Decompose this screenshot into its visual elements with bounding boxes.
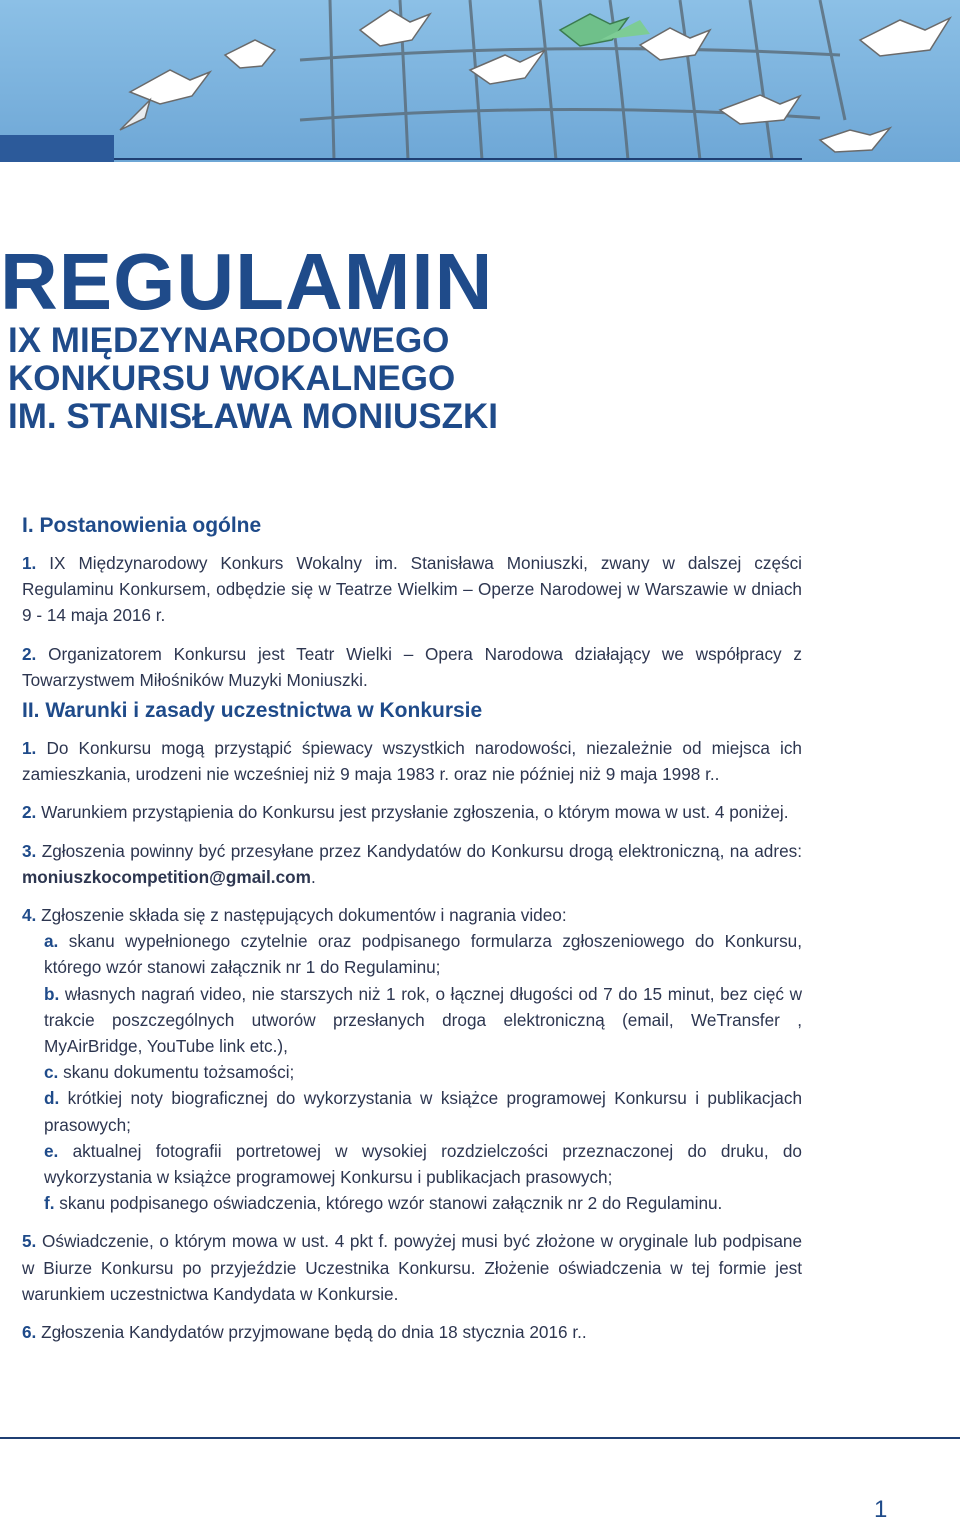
- item-number: 1.: [22, 738, 37, 759]
- sub-item: [22, 1190, 802, 1216]
- sub-text: krótkiej noty biograficznej do wykorzystania w książce programowej Konkursu i publikacjach prasowych;: [44, 1088, 802, 1135]
- sub-item: [22, 1138, 802, 1190]
- subtitle-line: IM. STANISŁAWA MONIUSZKI: [8, 397, 498, 436]
- sub-text: własnych nagrań video, nie starszych niż 1 rok, o łącznej długości od 7 do 15 minut, bez cięć w trakcie poszczególnych utworów przesłanych droga elektroniczną (email, WeTransfer , MyAirBridge, YouTube link etc.),: [44, 983, 802, 1057]
- item-text: Zgłoszenie składa się z następujących dokumentów i nagrania video:: [41, 905, 567, 926]
- item-text-end: .: [310, 866, 316, 887]
- page-subtitle: [8, 322, 498, 436]
- item-text: Organizatorem Konkursu jest Teatr Wielki – Opera Narodowa działający we współpracy z Towarzystwem Miłośników Muzyki Moniuszki.: [22, 643, 803, 690]
- paragraph: [22, 641, 802, 693]
- footer-rule: [0, 1437, 960, 1439]
- sub-letter: c.: [44, 1062, 59, 1083]
- paragraph: [22, 902, 802, 928]
- item-text: Zgłoszenia powinny być przesyłane przez Kandydatów do Konkursu drogą elektroniczną, na adres:: [41, 840, 802, 861]
- paragraph: [22, 735, 802, 787]
- item-number: 2.: [22, 802, 37, 823]
- sub-letter: a.: [44, 931, 59, 952]
- email-link[interactable]: moniuszkocompetition@gmail.com: [22, 866, 311, 887]
- sub-letter: b.: [44, 983, 60, 1004]
- document-body: [22, 512, 802, 1345]
- sub-item: [22, 928, 802, 980]
- section-heading: II. Warunki i zasady uczestnictwa w Konkursie: [22, 699, 483, 723]
- item-number: 6.: [22, 1322, 37, 1343]
- item-number: 4.: [22, 905, 37, 926]
- page-title: REGULAMIN: [0, 237, 494, 326]
- paragraph: [22, 799, 802, 825]
- item-text: IX Międzynarodowy Konkurs Wokalny im. Stanisława Moniuszki, zwany w dalszej części Regulaminu Konkursem, odbędzie się w Teatrze Wielkim – Operze Narodowej w Warszawie w dniach 9 - 14 maja 2016 r.: [22, 553, 803, 626]
- page-number: 1: [874, 1496, 888, 1523]
- subtitle-line: IX MIĘDZYNARODOWEGO: [8, 321, 450, 360]
- sub-text: skanu podpisanego oświadczenia, którego wzór stanowi załącznik nr 2 do Regulaminu.: [59, 1193, 723, 1214]
- item-number: 1.: [22, 553, 37, 573]
- section-heading: I. Postanowienia ogólne: [22, 514, 262, 537]
- paragraph: [22, 550, 802, 629]
- birds-illustration: [0, 0, 960, 162]
- header-illustration: [0, 0, 960, 162]
- sub-letter: f.: [44, 1193, 55, 1214]
- item-text: Do Konkursu mogą przystąpić śpiewacy wszystkich narodowości, niezależnie od miejsca ich zamieszkania, urodzeni nie wcześniej niż 9 maja 1983 r. oraz nie później niż 9 maja 1998 r..: [22, 738, 802, 785]
- header-rule: [114, 158, 802, 160]
- item-text: Zgłoszenia Kandydatów przyjmowane będą do dnia 18 stycznia 2016 r..: [41, 1322, 587, 1343]
- sub-letter: e.: [44, 1140, 59, 1161]
- item-number: 2.: [22, 643, 37, 664]
- item-text: Warunkiem przystąpienia do Konkursu jest przysłanie zgłoszenia, o którym mowa w ust. 4 poniżej.: [41, 802, 789, 823]
- item-number: 5.: [22, 1231, 37, 1252]
- sub-text: skanu wypełnionego czytelnie oraz podpisanego formularza zgłoszeniowego do Konkursu, którego wzór stanowi załącznik nr 1 do Regulaminu;: [44, 931, 802, 978]
- paragraph: [22, 1228, 802, 1307]
- paragraph: [22, 1319, 802, 1345]
- sub-item: [22, 1085, 802, 1137]
- subtitle-line: KONKURSU WOKALNEGO: [8, 359, 456, 398]
- sub-text: aktualnej fotografii portretowej w wysokiej rozdzielczości przeznaczonej do druku, do wykorzystania w książce programowej Konkursu i publikacjach prasowych;: [44, 1140, 802, 1188]
- sub-item: [22, 981, 802, 1060]
- item-text: Oświadczenie, o którym mowa w ust. 4 pkt f. powyżej musi być złożone w oryginale lub podpisane w Biurze Konkursu po przyjeździe Uczestnika Konkursu. Złożenie oświadczenia w tej formie jest warunkiem uczestnictwa Kandydata w Konkursie.: [22, 1231, 802, 1304]
- sub-item: [22, 1059, 802, 1085]
- sub-text: skanu dokumentu tożsamości;: [63, 1062, 295, 1083]
- item-number: 3.: [22, 840, 37, 861]
- paragraph: [22, 838, 802, 890]
- sub-letter: d.: [44, 1088, 60, 1109]
